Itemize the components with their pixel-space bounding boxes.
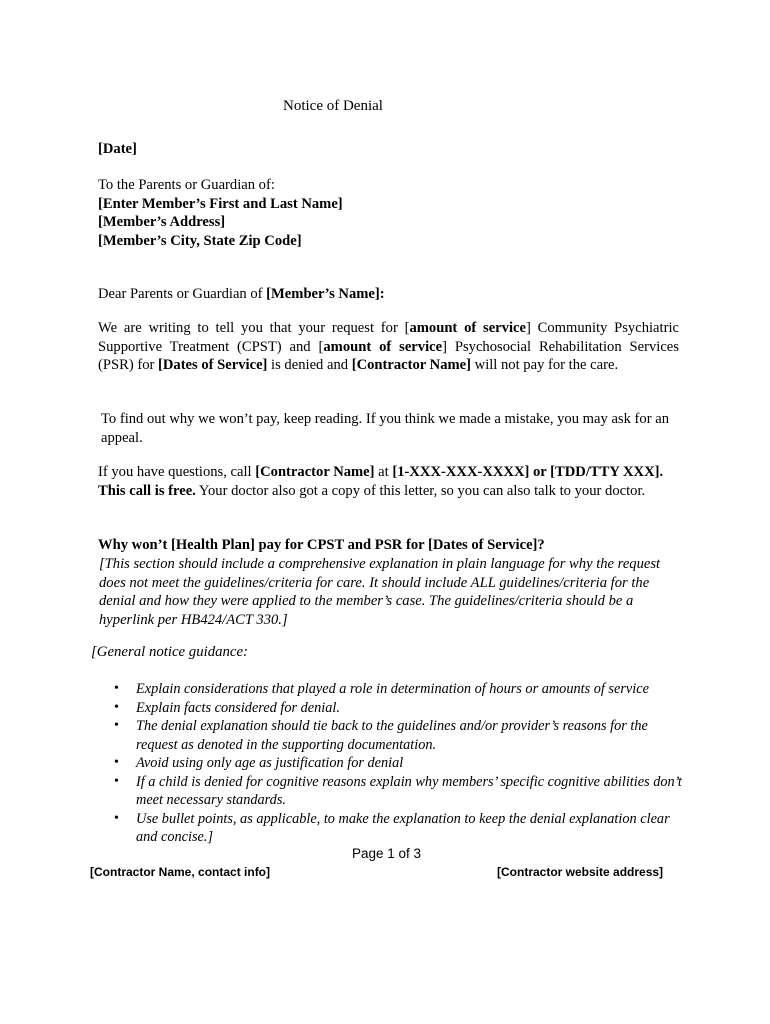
salutation xyxy=(98,285,385,304)
appeal-paragraph: To find out why we won’t pay, keep reading. If you think we made a mistake, you may ask for an appeal. xyxy=(101,411,669,446)
list-item xyxy=(112,773,682,810)
para1-dates-of-service: [Dates of Service] xyxy=(158,357,268,373)
bullet-text: Avoid using only age as justification for denial xyxy=(136,755,404,771)
member-city-placeholder: [Member’s City, State Zip Code] xyxy=(98,232,302,249)
questions-paragraph xyxy=(98,463,677,500)
para1-text-5: will not pay for the care. xyxy=(471,357,619,373)
footer-contractor-website: [Contractor website address] xyxy=(497,865,664,879)
bullet-text: The denial explanation should tie back to the guidelines and/or provider’s reasons for the request as denoted in the supporting documentation. xyxy=(136,718,648,753)
para3-text-1: If you have questions, call xyxy=(98,464,256,480)
para1-text-4: is denied and xyxy=(267,357,352,373)
bullet-text: Explain facts considered for denial. xyxy=(136,699,340,716)
member-name-placeholder: [Enter Member’s First and Last Name] xyxy=(98,195,343,212)
salutation-member-name: [Member’s Name]: xyxy=(266,286,385,302)
list-item xyxy=(112,810,682,847)
para1-amount-of-service-2: amount of service xyxy=(323,338,443,355)
para1-amount-of-service-1: amount of service xyxy=(409,320,526,336)
section-heading: Why won’t [Health Plan] pay for CPST and PSR for [Dates of Service]? xyxy=(98,537,545,553)
bullet-icon: • xyxy=(114,681,119,696)
recipient-address-block xyxy=(98,176,343,250)
section-instructions: [This section should include a comprehensive explanation in plain language for why the request does not meet the guidelines/criteria for care. It should include ALL guidelines/criteria for the denial and how they were applied to the member’s case. The guidelines/criteria should be a hyperlink per HB424/ACT 330.] xyxy=(99,556,661,628)
member-address-placeholder: [Member’s Address] xyxy=(98,214,226,230)
date-placeholder: [Date] xyxy=(98,141,137,157)
page-number: Page 1 of 3 xyxy=(352,846,422,861)
para3-contractor-name: [Contractor Name] xyxy=(255,464,375,480)
list-item xyxy=(112,717,682,754)
list-item xyxy=(112,699,682,718)
para1-contractor-name: [Contractor Name] xyxy=(351,357,471,373)
bullet-icon: • xyxy=(114,773,119,789)
list-item xyxy=(112,754,682,773)
guidance-heading: [General notice guidance: xyxy=(91,644,248,660)
denial-paragraph xyxy=(98,319,679,375)
recipient-intro: To the Parents or Guardian of: xyxy=(98,177,275,193)
list-item xyxy=(112,680,682,699)
footer-contractor-contact: [Contractor Name, contact info] xyxy=(90,865,271,879)
para1-text-2: ] Community Psychiatric Supportive Treatment (CPST) and [ xyxy=(98,320,679,355)
guidance-bullet-list xyxy=(112,680,682,847)
bullet-text: If a child is denied for cognitive reasons explain why members’ specific cognitive abilities don’t meet necessary standards. xyxy=(136,773,682,808)
para3-text-2: at xyxy=(374,464,393,480)
bullet-icon: • xyxy=(114,718,119,733)
bullet-text: Use bullet points, as applicable, to make the explanation to keep the denial explanation clear and concise.] xyxy=(136,810,670,845)
para3-phone-placeholder: [1-XXX-XXX-XXXX] or [TDD/TTY XXX]. This call is free. xyxy=(98,464,664,499)
bullet-icon: • xyxy=(114,755,119,770)
para1-text-1: We are writing to tell you that your request for [ xyxy=(98,320,410,336)
bullet-text: Explain considerations that played a role in determination of hours or amounts of service xyxy=(136,681,649,697)
bullet-icon: • xyxy=(114,810,119,826)
bullet-icon: • xyxy=(114,699,119,715)
para1-text-3: ] Psychosocial Rehabilitation Services (PSR) for xyxy=(98,338,679,373)
para3-text-3: Your doctor also got a copy of this letter, so you can also talk to your doctor. xyxy=(195,482,646,499)
salutation-prefix: Dear Parents or Guardian of xyxy=(98,286,267,302)
document-title: Notice of Denial xyxy=(283,98,383,114)
